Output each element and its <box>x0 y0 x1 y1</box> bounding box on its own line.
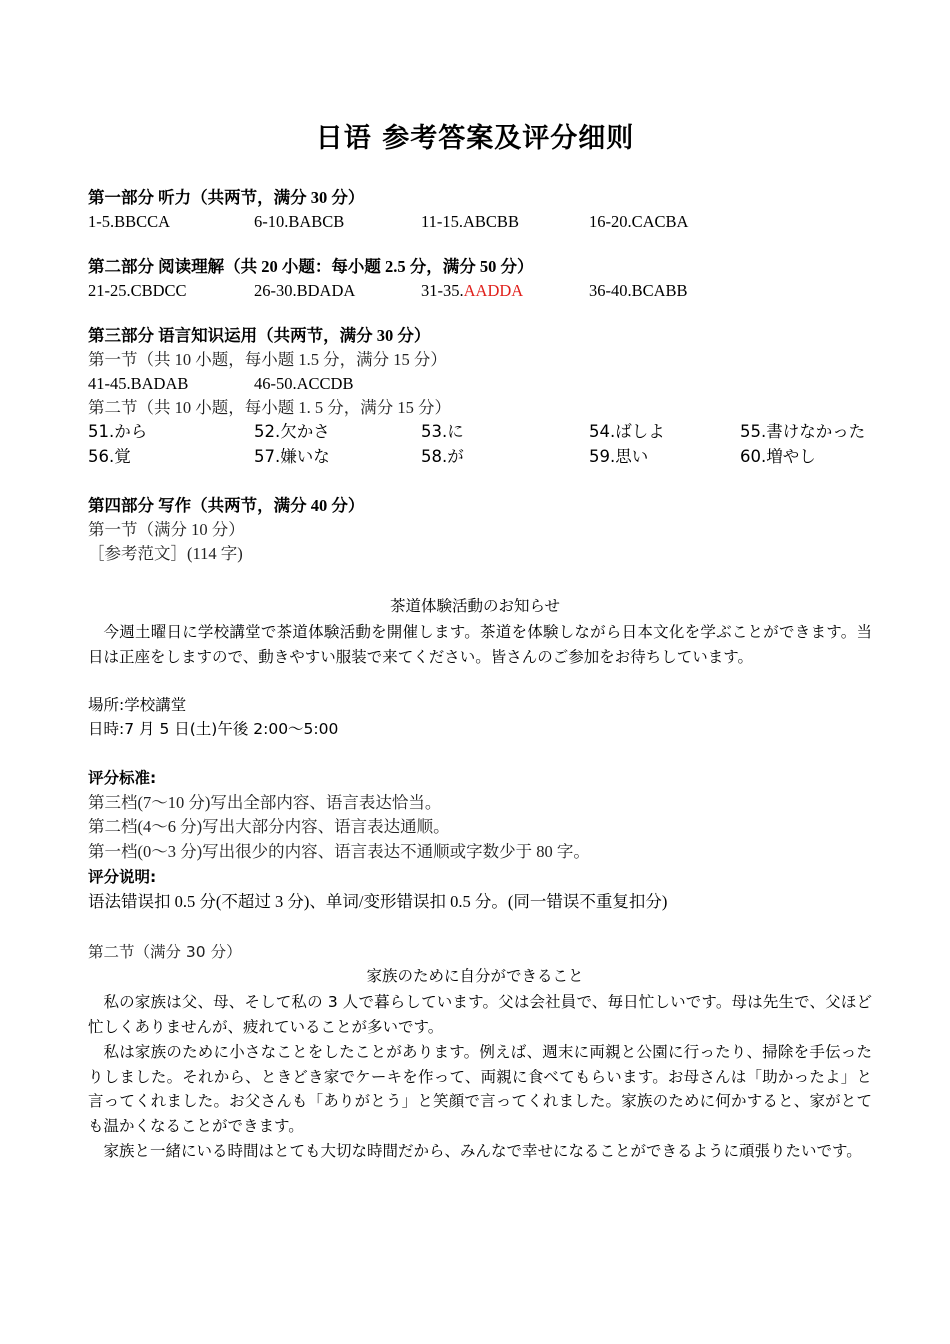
fill-answer: 60.増やし <box>740 447 816 466</box>
fill-answer: 57.嫌いな <box>254 447 330 466</box>
sample-essay-label: ［参考范文］(114 字) <box>88 544 243 563</box>
essay2-title: 家族のために自分ができること <box>366 967 584 985</box>
part2-heading: 第二部分 阅读理解（共 20 小题：每小题 2.5 分，满分 50 分） <box>88 257 534 276</box>
part1-answer: 16-20.CACBA <box>589 212 689 231</box>
essay1-body: 今週土曜日に学校講堂で茶道体験活動を開催します。茶道を体験しながら日本文化を学ぶことができます。当日は正座をしますので、動きやすい服装で来てください。皆さんのご参加をお待ちしています。 <box>88 623 872 666</box>
criteria-heading: 评分标准: <box>88 769 157 787</box>
criteria-item: 第二档(4～6 分)写出大部分内容、语言表达通顺。 <box>88 817 450 836</box>
page-title: 日语 参考答案及评分细则 <box>315 123 635 154</box>
part4-section1-heading: 第一节（满分 10 分） <box>88 520 245 539</box>
fill-answer: 54.ばしよ <box>589 422 665 441</box>
fill-answer: 53.に <box>421 422 464 441</box>
part2-answer: 36-40.BCABB <box>589 281 688 300</box>
essay1-title: 茶道体験活動のお知らせ <box>389 597 561 615</box>
part3-answer: 46-50.ACCDB <box>254 374 354 393</box>
part2-answer: 26-30.BDADA <box>254 281 356 300</box>
fill-answer: 55.書けなかった <box>740 422 866 441</box>
essay2-paragraph: 私の家族は父、母、そして私の 3 人で暮らしています。父は会社員で、毎日忙しいです。母は先生で、父ほど忙しくありませんが、疲れていることが多いです。 <box>88 993 872 1036</box>
fill-answer: 58.が <box>421 447 464 466</box>
part3-heading: 第三部分 语言知识运用（共两节，满分 30 分） <box>88 326 431 345</box>
criteria-item: 第一档(0～3 分)写出很少的内容、语言表达不通顺或字数少于 80 字。 <box>88 842 590 861</box>
essay2-paragraph: 私は家族のために小さなことをしたことがあります。例えば、週末に両親と公園に行ったり、掃除を手伝ったりしました。それから、ときどき家でケーキを作って、両親に食べてもらいます。お母さんは「助かったよ」と言ってくれました。お父さんも「ありがとう」と笑顔で言ってくれました。家族のために何かすると、家がとても温かくなることができます。 <box>88 1043 872 1135</box>
fill-answer: 51.から <box>88 422 148 441</box>
part1-heading: 第一部分 听力（共两节，满分 30 分） <box>88 188 365 207</box>
event-datetime: 日時:7 月 5 日(土)午後 2:00〜5:00 <box>88 720 339 738</box>
fill-answer: 52.欠かさ <box>254 422 330 441</box>
scoring-notes: 语法错误扣 0.5 分(不超过 3 分)、单词/变形错误扣 0.5 分。(同一错误不重复扣分) <box>88 892 668 911</box>
part4-heading: 第四部分 写作（共两节，满分 40 分） <box>88 496 365 515</box>
part2-answer: 21-25.CBDCC <box>88 281 187 300</box>
part1-answer: 11-15.ABCBB <box>421 212 519 231</box>
part3-answer: 41-45.BADAB <box>88 374 189 393</box>
part3-section2-heading: 第二节（共 10 小题，每小题 1. 5 分，满分 15 分） <box>88 398 451 417</box>
fill-answer: 59.思い <box>589 447 649 466</box>
notes-heading: 评分说明: <box>88 868 157 886</box>
part3-section1-heading: 第一节（共 10 小题，每小题 1.5 分，满分 15 分） <box>88 350 447 369</box>
fill-answer: 56.覚 <box>88 447 131 466</box>
part4-section2-heading: 第二节（满分 30 分） <box>88 943 242 961</box>
part2-answer-highlighted <box>421 280 523 302</box>
essay2-paragraph: 家族と一緒にいる時間はとても大切な時間だから、みんなで幸せになることができるように頑張りたいです。 <box>103 1142 862 1160</box>
part1-answer: 1-5.BBCCA <box>88 212 171 231</box>
answer-value: AADDA <box>463 281 524 300</box>
criteria-item: 第三档(7～10 分)写出全部内容、语言表达恰当。 <box>88 793 442 812</box>
event-place: 場所:学校講堂 <box>88 696 187 714</box>
part1-answer: 6-10.BABCB <box>254 212 345 231</box>
answer-number: 31-35. <box>421 281 464 300</box>
